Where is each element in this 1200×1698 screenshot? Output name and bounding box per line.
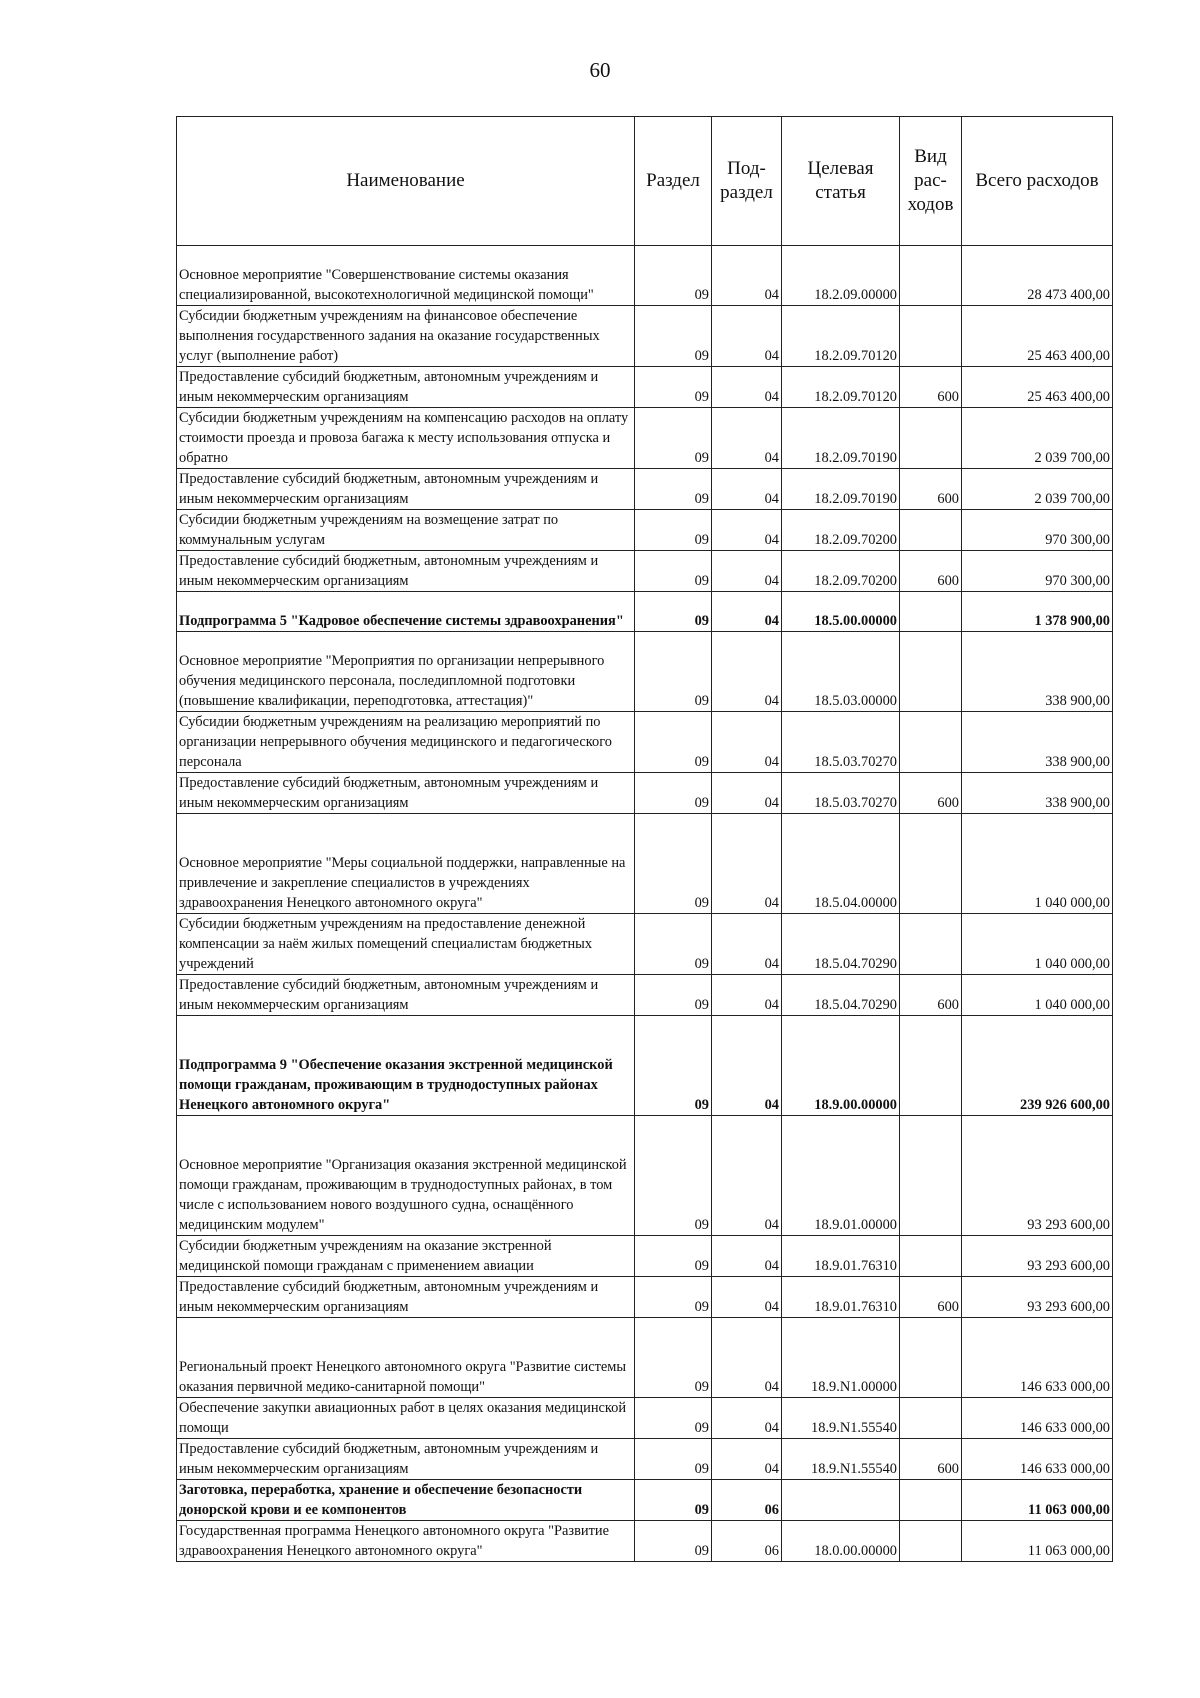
table-row (177, 632, 1113, 712)
cell-podrazdel: 04 (712, 1277, 782, 1318)
cell-vid (900, 814, 962, 914)
cell-target: 18.5.04.00000 (782, 814, 900, 914)
col-header-razdel: Раздел (635, 117, 712, 246)
cell-podrazdel: 04 (712, 469, 782, 510)
cell-total: 146 633 000,00 (962, 1398, 1113, 1439)
cell-podrazdel: 04 (712, 1318, 782, 1398)
cell-podrazdel: 04 (712, 1439, 782, 1480)
cell-podrazdel: 04 (712, 712, 782, 773)
cell-vid (900, 306, 962, 367)
cell-name: Основное мероприятие "Мероприятия по организации непрерывного обучения медицинского персонала, последипломной подготовки (повышение квалификации, переподготовка, аттестация)" (177, 632, 635, 712)
cell-total: 93 293 600,00 (962, 1116, 1113, 1236)
cell-name: Субсидии бюджетным учреждениям на реализацию мероприятий по организации непрерывного обучения медицинского и педагогического персонала (177, 712, 635, 773)
cell-name: Предоставление субсидий бюджетным, автономным учреждениям и иным некоммерческим организациям (177, 975, 635, 1016)
col-header-vid-line3: ходов (907, 194, 954, 215)
cell-target: 18.2.09.70120 (782, 306, 900, 367)
cell-total: 11 063 000,00 (962, 1521, 1113, 1562)
cell-name: Предоставление субсидий бюджетным, автономным учреждениям и иным некоммерческим организациям (177, 773, 635, 814)
cell-podrazdel: 04 (712, 592, 782, 632)
cell-total: 25 463 400,00 (962, 367, 1113, 408)
cell-razdel: 09 (635, 592, 712, 632)
cell-total: 2 039 700,00 (962, 469, 1113, 510)
cell-total: 1 040 000,00 (962, 914, 1113, 975)
table-row (177, 1398, 1113, 1439)
page-number: 60 (589, 58, 611, 82)
cell-vid (900, 1398, 962, 1439)
cell-name: Предоставление субсидий бюджетным, автономным учреждениям и иным некоммерческим организациям (177, 551, 635, 592)
col-header-name: Наименование (177, 117, 635, 246)
cell-name: Субсидии бюджетным учреждениям на предоставление денежной компенсации за наём жилых помещений специалистам бюджетных учреждений (177, 914, 635, 975)
cell-name: Подпрограмма 9 "Обеспечение оказания экстренной медицинской помощи гражданам, проживающим в труднодоступных районах Ненецкого автономного округа" (177, 1016, 635, 1116)
table-row (177, 1116, 1113, 1236)
cell-name: Предоставление субсидий бюджетным, автономным учреждениям и иным некоммерческим организациям (177, 1439, 635, 1480)
table-row (177, 814, 1113, 914)
cell-vid: 600 (900, 469, 962, 510)
col-header-vid-line1: Вид (914, 146, 947, 167)
cell-razdel: 09 (635, 632, 712, 712)
cell-razdel: 09 (635, 1521, 712, 1562)
col-header-target (782, 117, 900, 246)
cell-total: 2 039 700,00 (962, 408, 1113, 469)
cell-total: 1 040 000,00 (962, 814, 1113, 914)
cell-razdel: 09 (635, 914, 712, 975)
cell-name: Региональный проект Ненецкого автономного округа "Развитие системы оказания первичной медико-санитарной помощи" (177, 1318, 635, 1398)
cell-razdel: 09 (635, 712, 712, 773)
cell-vid (900, 1480, 962, 1521)
cell-target: 18.5.03.70270 (782, 773, 900, 814)
table-row (177, 773, 1113, 814)
cell-razdel: 09 (635, 1236, 712, 1277)
col-header-podrazdel-line2: раздел (720, 182, 773, 203)
cell-name: Заготовка, переработка, хранение и обеспечение безопасности донорской крови и ее компонентов (177, 1480, 635, 1521)
table-row (177, 469, 1113, 510)
cell-name: Предоставление субсидий бюджетным, автономным учреждениям и иным некоммерческим организациям (177, 367, 635, 408)
table-row (177, 592, 1113, 632)
cell-target: 18.9.00.00000 (782, 1016, 900, 1116)
cell-target: 18.9.N1.55540 (782, 1439, 900, 1480)
cell-vid (900, 1016, 962, 1116)
cell-vid: 600 (900, 1277, 962, 1318)
cell-target: 18.5.04.70290 (782, 914, 900, 975)
table-row (177, 306, 1113, 367)
cell-razdel: 09 (635, 773, 712, 814)
table-row (177, 510, 1113, 551)
cell-razdel: 09 (635, 1439, 712, 1480)
cell-podrazdel: 04 (712, 632, 782, 712)
cell-razdel: 09 (635, 1398, 712, 1439)
cell-total: 146 633 000,00 (962, 1318, 1113, 1398)
table-row (177, 1236, 1113, 1277)
cell-target: 18.5.03.00000 (782, 632, 900, 712)
table-row (177, 408, 1113, 469)
cell-target: 18.2.09.70200 (782, 551, 900, 592)
cell-vid: 600 (900, 1439, 962, 1480)
table-row (177, 914, 1113, 975)
cell-podrazdel: 04 (712, 408, 782, 469)
cell-target: 18.2.09.70120 (782, 367, 900, 408)
cell-razdel: 09 (635, 551, 712, 592)
cell-name: Предоставление субсидий бюджетным, автономным учреждениям и иным некоммерческим организациям (177, 1277, 635, 1318)
cell-podrazdel: 04 (712, 773, 782, 814)
cell-vid (900, 510, 962, 551)
cell-total: 146 633 000,00 (962, 1439, 1113, 1480)
cell-podrazdel: 04 (712, 1116, 782, 1236)
cell-vid (900, 712, 962, 773)
cell-vid: 600 (900, 367, 962, 408)
cell-vid (900, 1521, 962, 1562)
cell-total: 1 378 900,00 (962, 592, 1113, 632)
cell-target: 18.9.N1.00000 (782, 1318, 900, 1398)
cell-name: Основное мероприятие "Меры социальной поддержки, направленные на привлечение и закрепление специалистов в учреждениях здравоохранения Ненецкого автономного округа" (177, 814, 635, 914)
col-header-target-line1: Целевая (807, 158, 874, 179)
cell-razdel: 09 (635, 469, 712, 510)
cell-total: 338 900,00 (962, 712, 1113, 773)
table-row (177, 551, 1113, 592)
cell-vid: 600 (900, 773, 962, 814)
cell-name: Субсидии бюджетным учреждениям на оказание экстренной медицинской помощи гражданам с применением авиации (177, 1236, 635, 1277)
col-header-target-line2: статья (815, 182, 866, 203)
cell-razdel: 09 (635, 814, 712, 914)
cell-vid (900, 1318, 962, 1398)
table-row (177, 367, 1113, 408)
table-row (177, 1521, 1113, 1562)
cell-razdel: 09 (635, 1318, 712, 1398)
cell-name: Основное мероприятие "Совершенствование системы оказания специализированной, высокотехнологичной медицинской помощи" (177, 246, 635, 306)
cell-podrazdel: 04 (712, 551, 782, 592)
cell-podrazdel: 04 (712, 975, 782, 1016)
cell-razdel: 09 (635, 306, 712, 367)
cell-total: 239 926 600,00 (962, 1016, 1113, 1116)
cell-razdel: 09 (635, 1116, 712, 1236)
col-header-podrazdel-line1: Под- (727, 158, 766, 179)
cell-vid (900, 632, 962, 712)
cell-target: 18.5.00.00000 (782, 592, 900, 632)
cell-podrazdel: 04 (712, 1016, 782, 1116)
table-row (177, 1016, 1113, 1116)
cell-total: 25 463 400,00 (962, 306, 1113, 367)
cell-podrazdel: 04 (712, 914, 782, 975)
cell-podrazdel: 06 (712, 1480, 782, 1521)
cell-vid (900, 408, 962, 469)
cell-podrazdel: 04 (712, 306, 782, 367)
cell-podrazdel: 04 (712, 510, 782, 551)
table-body (177, 246, 1113, 1562)
cell-total: 970 300,00 (962, 510, 1113, 551)
cell-total: 11 063 000,00 (962, 1480, 1113, 1521)
cell-razdel: 09 (635, 246, 712, 306)
cell-target: 18.2.09.00000 (782, 246, 900, 306)
cell-total: 93 293 600,00 (962, 1236, 1113, 1277)
header-row (177, 117, 1113, 246)
col-header-vid-line2: рас- (914, 170, 947, 191)
cell-target: 18.9.N1.55540 (782, 1398, 900, 1439)
cell-name: Предоставление субсидий бюджетным, автономным учреждениям и иным некоммерческим организациям (177, 469, 635, 510)
cell-podrazdel: 04 (712, 1236, 782, 1277)
table-row (177, 1480, 1113, 1521)
cell-razdel: 09 (635, 408, 712, 469)
cell-total: 1 040 000,00 (962, 975, 1113, 1016)
table-row (177, 1277, 1113, 1318)
cell-podrazdel: 04 (712, 246, 782, 306)
table-row (177, 1318, 1113, 1398)
cell-target: 18.5.04.70290 (782, 975, 900, 1016)
cell-total: 28 473 400,00 (962, 246, 1113, 306)
cell-vid: 600 (900, 551, 962, 592)
cell-target: 18.9.01.00000 (782, 1116, 900, 1236)
cell-vid: 600 (900, 975, 962, 1016)
cell-razdel: 09 (635, 975, 712, 1016)
cell-podrazdel: 04 (712, 1398, 782, 1439)
cell-total: 338 900,00 (962, 632, 1113, 712)
col-header-total: Всего расходов (962, 117, 1113, 246)
cell-name: Основное мероприятие "Организация оказания экстренной медицинской помощи гражданам, проживающим в труднодоступных районах, в том числе с использованием нового воздушного судна, оснащённого медицинским модулем" (177, 1116, 635, 1236)
cell-razdel: 09 (635, 510, 712, 551)
cell-target: 18.2.09.70200 (782, 510, 900, 551)
cell-vid (900, 1236, 962, 1277)
cell-name: Субсидии бюджетным учреждениям на компенсацию расходов на оплату стоимости проезда и провоза багажа к месту использования отпуска и обратно (177, 408, 635, 469)
cell-total: 338 900,00 (962, 773, 1113, 814)
cell-podrazdel: 06 (712, 1521, 782, 1562)
cell-razdel: 09 (635, 1277, 712, 1318)
cell-target: 18.2.09.70190 (782, 408, 900, 469)
cell-razdel: 09 (635, 1016, 712, 1116)
table-row (177, 1439, 1113, 1480)
cell-target: 18.9.01.76310 (782, 1236, 900, 1277)
cell-vid (900, 592, 962, 632)
table-row (177, 975, 1113, 1016)
col-header-podrazdel (712, 117, 782, 246)
col-header-vid (900, 117, 962, 246)
cell-name: Подпрограмма 5 "Кадровое обеспечение системы здравоохранения" (177, 592, 635, 632)
cell-vid (900, 246, 962, 306)
cell-target: 18.9.01.76310 (782, 1277, 900, 1318)
cell-name: Обеспечение закупки авиационных работ в целях оказания медицинской помощи (177, 1398, 635, 1439)
cell-target: 18.5.03.70270 (782, 712, 900, 773)
table-row (177, 712, 1113, 773)
cell-name: Субсидии бюджетным учреждениям на возмещение затрат по коммунальным услугам (177, 510, 635, 551)
cell-name: Субсидии бюджетным учреждениям на финансовое обеспечение выполнения государственного задания на оказание государственных услуг (выполнение работ) (177, 306, 635, 367)
budget-table (176, 116, 1113, 1562)
table-row (177, 246, 1113, 306)
cell-razdel: 09 (635, 367, 712, 408)
cell-target: 18.2.09.70190 (782, 469, 900, 510)
cell-target: 18.0.00.00000 (782, 1521, 900, 1562)
cell-podrazdel: 04 (712, 814, 782, 914)
cell-total: 970 300,00 (962, 551, 1113, 592)
cell-razdel: 09 (635, 1480, 712, 1521)
cell-name: Государственная программа Ненецкого автономного округа "Развитие здравоохранения Ненецкого автономного округа" (177, 1521, 635, 1562)
cell-total: 93 293 600,00 (962, 1277, 1113, 1318)
cell-vid (900, 1116, 962, 1236)
cell-podrazdel: 04 (712, 367, 782, 408)
cell-target (782, 1480, 900, 1521)
cell-vid (900, 914, 962, 975)
